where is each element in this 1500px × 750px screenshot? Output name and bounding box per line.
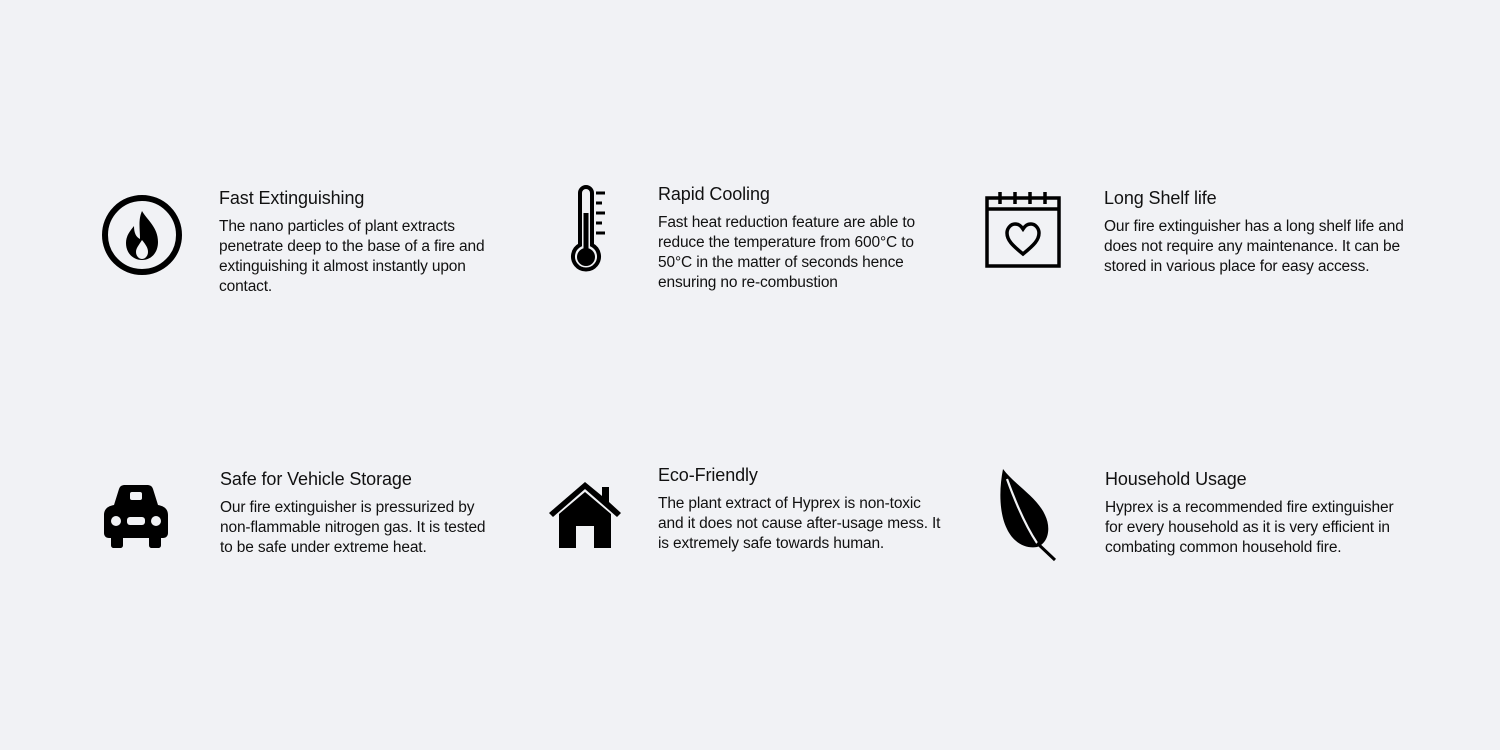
leaf-icon — [997, 467, 1061, 563]
feature-description: The nano particles of plant extracts penetrate deep to the base of a fire and extinguishing it almost instantly upon contact. — [219, 218, 485, 295]
feature-title: Rapid Cooling — [658, 184, 770, 204]
feature-description: Our fire extinguisher is pressurized by non-flammable nitrogen gas. It is tested to be safe under extreme heat. — [220, 499, 486, 556]
feature-title: Eco-Friendly — [658, 465, 758, 485]
feature-description: The plant extract of Hyprex is non-toxic and it does not cause after-usage mess. It is extremely safe towards human. — [658, 495, 941, 552]
car-icon — [100, 483, 172, 551]
feature-title: Long Shelf life — [1104, 188, 1217, 208]
feature-description: Hyprex is a recommended fire extinguisher for every household as it is very efficient in combating common household fire. — [1105, 499, 1394, 556]
house-icon — [547, 480, 623, 550]
fire-circle-icon — [100, 193, 184, 277]
feature-description: Fast heat reduction feature are able to reduce the temperature from 600°C to 50°C in the matter of seconds hence ensuring no re-combustion — [658, 214, 915, 291]
feature-description: Our fire extinguisher has a long shelf life and does not require any maintenance. It can be stored in various place for easy access. — [1104, 218, 1404, 275]
feature-title: Household Usage — [1105, 469, 1247, 489]
calendar-heart-icon — [984, 190, 1062, 270]
feature-title: Fast Extinguishing — [219, 188, 365, 208]
thermometer-icon — [566, 183, 608, 277]
feature-title: Safe for Vehicle Storage — [220, 469, 412, 489]
